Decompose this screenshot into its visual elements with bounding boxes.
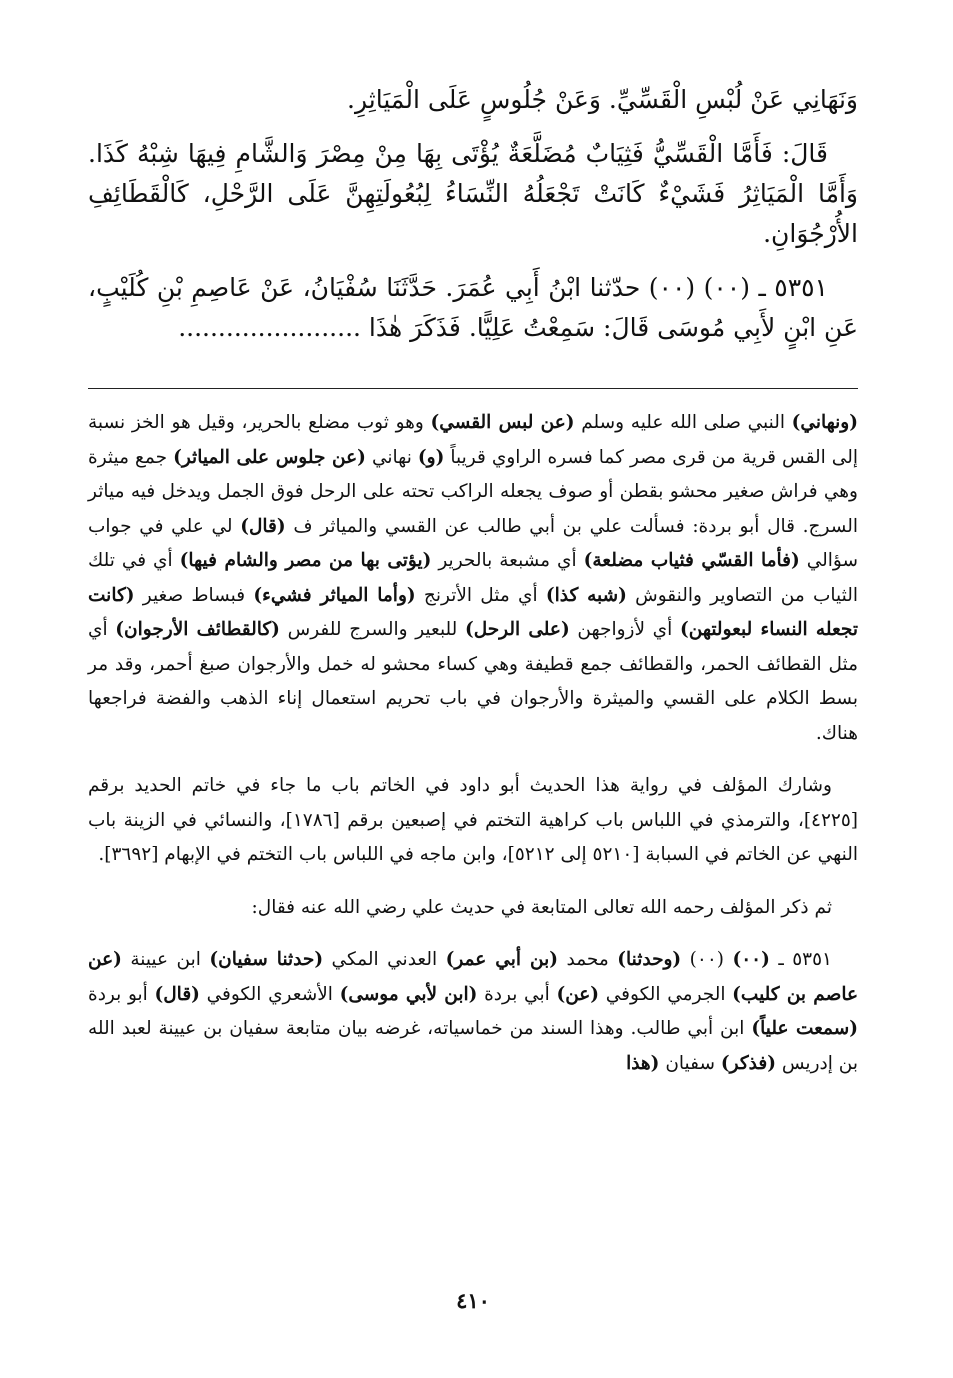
commentary-text: الأشعري الكوفي [199, 983, 340, 1005]
commentary-text: أبي بردة [477, 983, 557, 1005]
commentary-block [88, 406, 858, 1099]
commentary-text: أي مثل الأترنج [415, 584, 546, 606]
commentary-text: محمد [558, 949, 618, 970]
commentary-text: النبي صلى الله عليه وسلم [574, 412, 792, 433]
commentary-text: نهاني [365, 446, 418, 468]
bold-quoted-text: (فذكر) [720, 1052, 776, 1074]
commentary-text: ابن عيينة [121, 949, 210, 970]
bold-quoted-text: (قال) [240, 515, 286, 537]
hadith-paragraph-2: قَالَ: فَأَمَّا الْقَسِّيُّ فَثِيَابٌ مُضَلَّعَةٌ يُؤْتَى بِهَا مِنْ مِصْرَ وَالشَّامِ فِيهَا شِبْهُ كَذَا. وَأَمَّا الْمَيَاثِرُ فَشَيْءٌ كَانَتْ تَجْعَلُهُ النِّسَاءُ لِبُعُولَتِهِنَّ عَلَى الرَّحْلِ، كَالْقَطَائِفِ الأُرْجُوَانِ. [88, 139, 858, 248]
hadith-text-block [88, 80, 858, 348]
bold-quoted-text: (بن أبي عمر) [445, 949, 559, 970]
bold-quoted-text: (ونهاني) [791, 412, 858, 433]
bold-quoted-text: (شبه كذا) [545, 584, 627, 606]
bold-quoted-text: (ابن لأبي موسى) [339, 983, 478, 1005]
bold-quoted-text: (قال) [154, 983, 200, 1005]
commentary-text: فبساط صغير [134, 584, 254, 606]
bold-quoted-text: (فأما القسّي فثياب مضلعة) [583, 550, 800, 571]
commentary-text: أبو بردة [88, 983, 155, 1005]
commentary-text: لي علي في جواب سؤالي [88, 515, 858, 571]
bold-quoted-text: (حدثنا سفيان) [209, 949, 324, 970]
commentary-text: أي مثل القطائف الحمر، والقطائف جمع قطيفة وهي كساء محشو له خمل والأرجوان صبغ أحمر، وقد مر بسط الكلام على القسي والميثرة والأرجوان في باب تحريم استعمال إناء الذهب والفضة فراجعها هناك. [88, 619, 858, 744]
bold-quoted-text: (وحدثنا) [617, 949, 682, 970]
commentary-text: أي مشبعة بالحرير [431, 550, 584, 571]
commentary-paragraph-4 [88, 943, 858, 1081]
hadith-line-1: وَنَهَانِي عَنْ لُبْسِ الْقَسِّيِّ. وَعَنْ جُلُوسٍ عَلَى الْمَيَاثِرِ. [347, 85, 858, 114]
commentary-text: أي لأزواجهن [569, 619, 680, 640]
page-number: ٤١٠ [456, 1288, 490, 1313]
commentary-text: ابن أبي طالب. وهذا السند من خماسياته، غرضه بيان متابعة سفيان بن عيينة لعبد الله بن إدريس [88, 1018, 858, 1074]
commentary-paragraph-1 [88, 406, 858, 751]
bold-quoted-text: (هذا [626, 1052, 660, 1074]
bold-quoted-text: (عن لبس القسي) [430, 412, 575, 433]
bold-quoted-text: (على الرحل) [464, 619, 570, 640]
commentary-paragraph-3: ثم ذكر المؤلف رحمه الله تعالى المتابعة في حديث علي رضي الله عنه فقال: [251, 896, 832, 918]
commentary-text: العدني المكي [323, 949, 446, 970]
commentary-paragraph-2: وشارك المؤلف في رواية هذا الحديث أبو داود في الخاتم باب ما جاء في خاتم الحديد برقم [٤٢٢٥]، والترمذي في اللباس باب كراهية التختم في إصبعين برقم [١٧٨٦]، والنسائي في الزينة باب النهي عن الخاتم في السبابة [٥٢١٠ إلى ٥٢١٢]، وابن ماجه في اللباس باب التختم في الإبهام [٣٦٩٢]. [88, 775, 859, 865]
commentary-text: (٠٠) [681, 949, 733, 970]
footnote-divider [88, 388, 858, 389]
bold-quoted-text: (عن جلوس على المياثر) [173, 446, 366, 468]
book-page [88, 80, 858, 1340]
commentary-text: أي في تلك الثياب من التصاوير والنقوش [88, 550, 858, 606]
bold-quoted-text: (يؤتى بها من مصر والشام فيها) [179, 550, 432, 571]
bold-quoted-text: (عن) [556, 983, 600, 1005]
bold-quoted-text: (و) [417, 446, 445, 468]
bold-quoted-text: (عن عاصم بن كليب) [88, 949, 858, 1005]
commentary-text: سفيان [659, 1052, 721, 1074]
bold-quoted-text: (كانت تجعله النساء لبعولتهن) [88, 584, 858, 640]
commentary-text: الجرمي الكوفي [599, 983, 733, 1005]
bold-quoted-text: (سمعت علياً) [751, 1018, 858, 1039]
commentary-text: للبعير والسرج للفرس [279, 619, 465, 640]
commentary-text: جمع ميثرة وهي فراش صغير محشو بقطن أو صوف يجعله الراكب تحته على الرحل فوق الجمل ويدخل فيه مياثر السرج. قال أبو بردة: فسألت علي بن أبي طالب عن القسي والمياثر ف [88, 446, 858, 537]
bold-quoted-text: (وأما المياثر فشيء) [253, 584, 416, 606]
commentary-text: وهو ثوب مضلع بالحرير، وقيل هو الخز نسبة إلى القس قرية من قرى مصر كما فسره الراوي قريباً [88, 412, 859, 468]
hadith-paragraph-3: ٥٣٥١ ـ (٠٠) (٠٠) حدّثنا ابْنُ أَبِي عُمَرَ. حَدَّثَنَا سُفْيَانُ، عَنْ عَاصِمِ بْنِ كُلَيْبٍ، عَنِ ابْنٍ لأَبِي مُوسَى قَالَ: سَمِعْتُ عَلِيًّا. فَذَكَرَ هٰذَا ....................... [88, 273, 858, 342]
commentary-text: ٥٣٥١ ـ [769, 949, 832, 970]
bold-quoted-text: (كالقطائف الأرجوان) [115, 619, 280, 640]
bold-quoted-text: (٠٠) [732, 949, 770, 970]
